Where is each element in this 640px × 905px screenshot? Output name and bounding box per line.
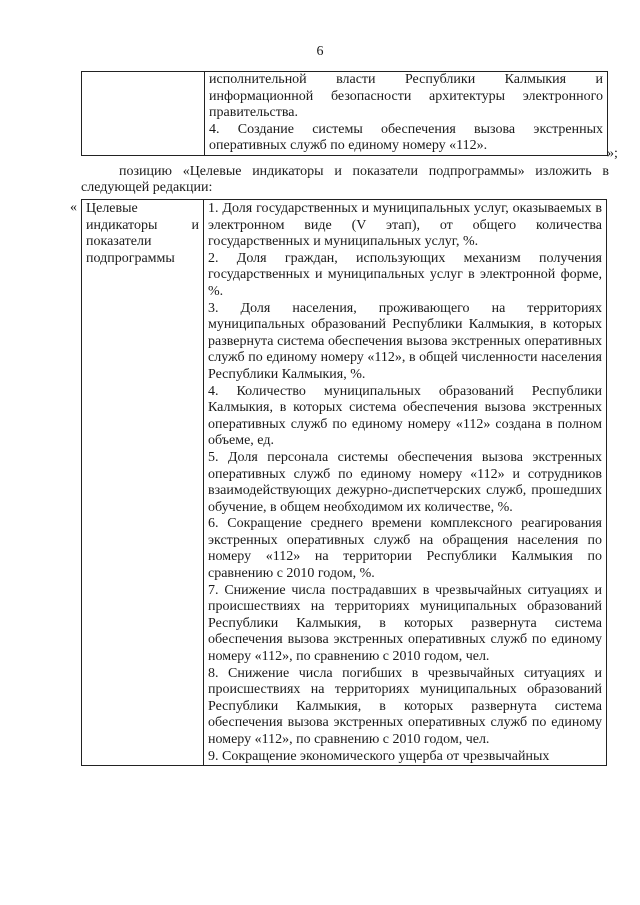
empty-label-cell xyxy=(82,72,205,156)
list-item: 2. Доля граждан, использующих механизм получения государственных и муниципальных услуг в электронной форме, %. xyxy=(208,250,602,299)
indicators-cell xyxy=(204,200,607,766)
continued-table xyxy=(81,71,608,156)
opening-quote-mark: « xyxy=(70,200,77,215)
amendment-paragraph-line2: следующей редакции: xyxy=(81,180,213,195)
page-number: 6 xyxy=(316,44,324,59)
row-label: Целевые индикаторы и показатели подпрограммы xyxy=(86,201,199,266)
content-cell xyxy=(205,72,608,156)
indicators-table xyxy=(81,199,607,766)
table-row xyxy=(82,72,608,156)
list-item: 1. Доля государственных и муниципальных услуг, оказываемых в электронном виде (V этап), от общего количества государственных и муниципальных услуг, %. xyxy=(208,201,602,250)
list-item: 8. Снижение числа погибших в чрезвычайных ситуациях и происшествиях на территориях муниципальных образований Республики Калмыкия, в которых развернута система обеспечения вызова экстренных оперативных служб по единому номеру «112», по сравнению с 2010 годом, чел. xyxy=(208,665,602,747)
list-item: 7. Снижение числа пострадавших в чрезвычайных ситуациях и происшествиях на территориях муниципальных образований Республики Калмыкия, в которых развернута система обеспечения вызова экстренных оперативных служб по единому номеру «112», по сравнению с 2010 годом, чел. xyxy=(208,582,602,665)
list-item: 4. Количество муниципальных образований Республики Калмыкия, в которых система обеспечения вызова экстренных оперативных служб по единому номеру «112» создана в полном объеме, ед. xyxy=(208,383,602,449)
row-label-cell xyxy=(82,200,204,766)
list-item: 5. Доля персонала системы обеспечения вызова экстренных оперативных служб по единому номеру «112» и сотрудников взаимодействующих дежурно-диспетчерских служб, прошедших обучение, в общем необходимом их количестве, %. xyxy=(208,449,602,515)
list-item: 3. Доля населения, проживающего на территориях муниципальных образований Республики Калмыкия, в которых развернута система обеспечения вызова экстренных оперативных служб по единому номеру «112», в общей численности населения Республики Калмыкия, %. xyxy=(208,300,602,382)
amendment-paragraph-line1: позицию «Целевые индикаторы и показатели подпрограммы» изложить в xyxy=(119,164,609,179)
list-item: 4. Создание системы обеспечения вызова экстренных оперативных служб по единому номеру «112». xyxy=(209,121,603,154)
closing-quote-mark: »; xyxy=(607,146,618,161)
list-item: исполнительной власти Республики Калмыкия и информационной безопасности архитектуры электронного правительства. xyxy=(209,72,603,121)
table-row xyxy=(82,200,607,766)
list-item: 6. Сокращение среднего времени комплексного реагирования экстренных оперативных служб на обращения населения по номеру «112» на территории Республики Калмыкия по сравнению с 2010 годом, %. xyxy=(208,516,602,582)
list-item: 9. Сокращение экономического ущерба от чрезвычайных xyxy=(208,748,550,764)
